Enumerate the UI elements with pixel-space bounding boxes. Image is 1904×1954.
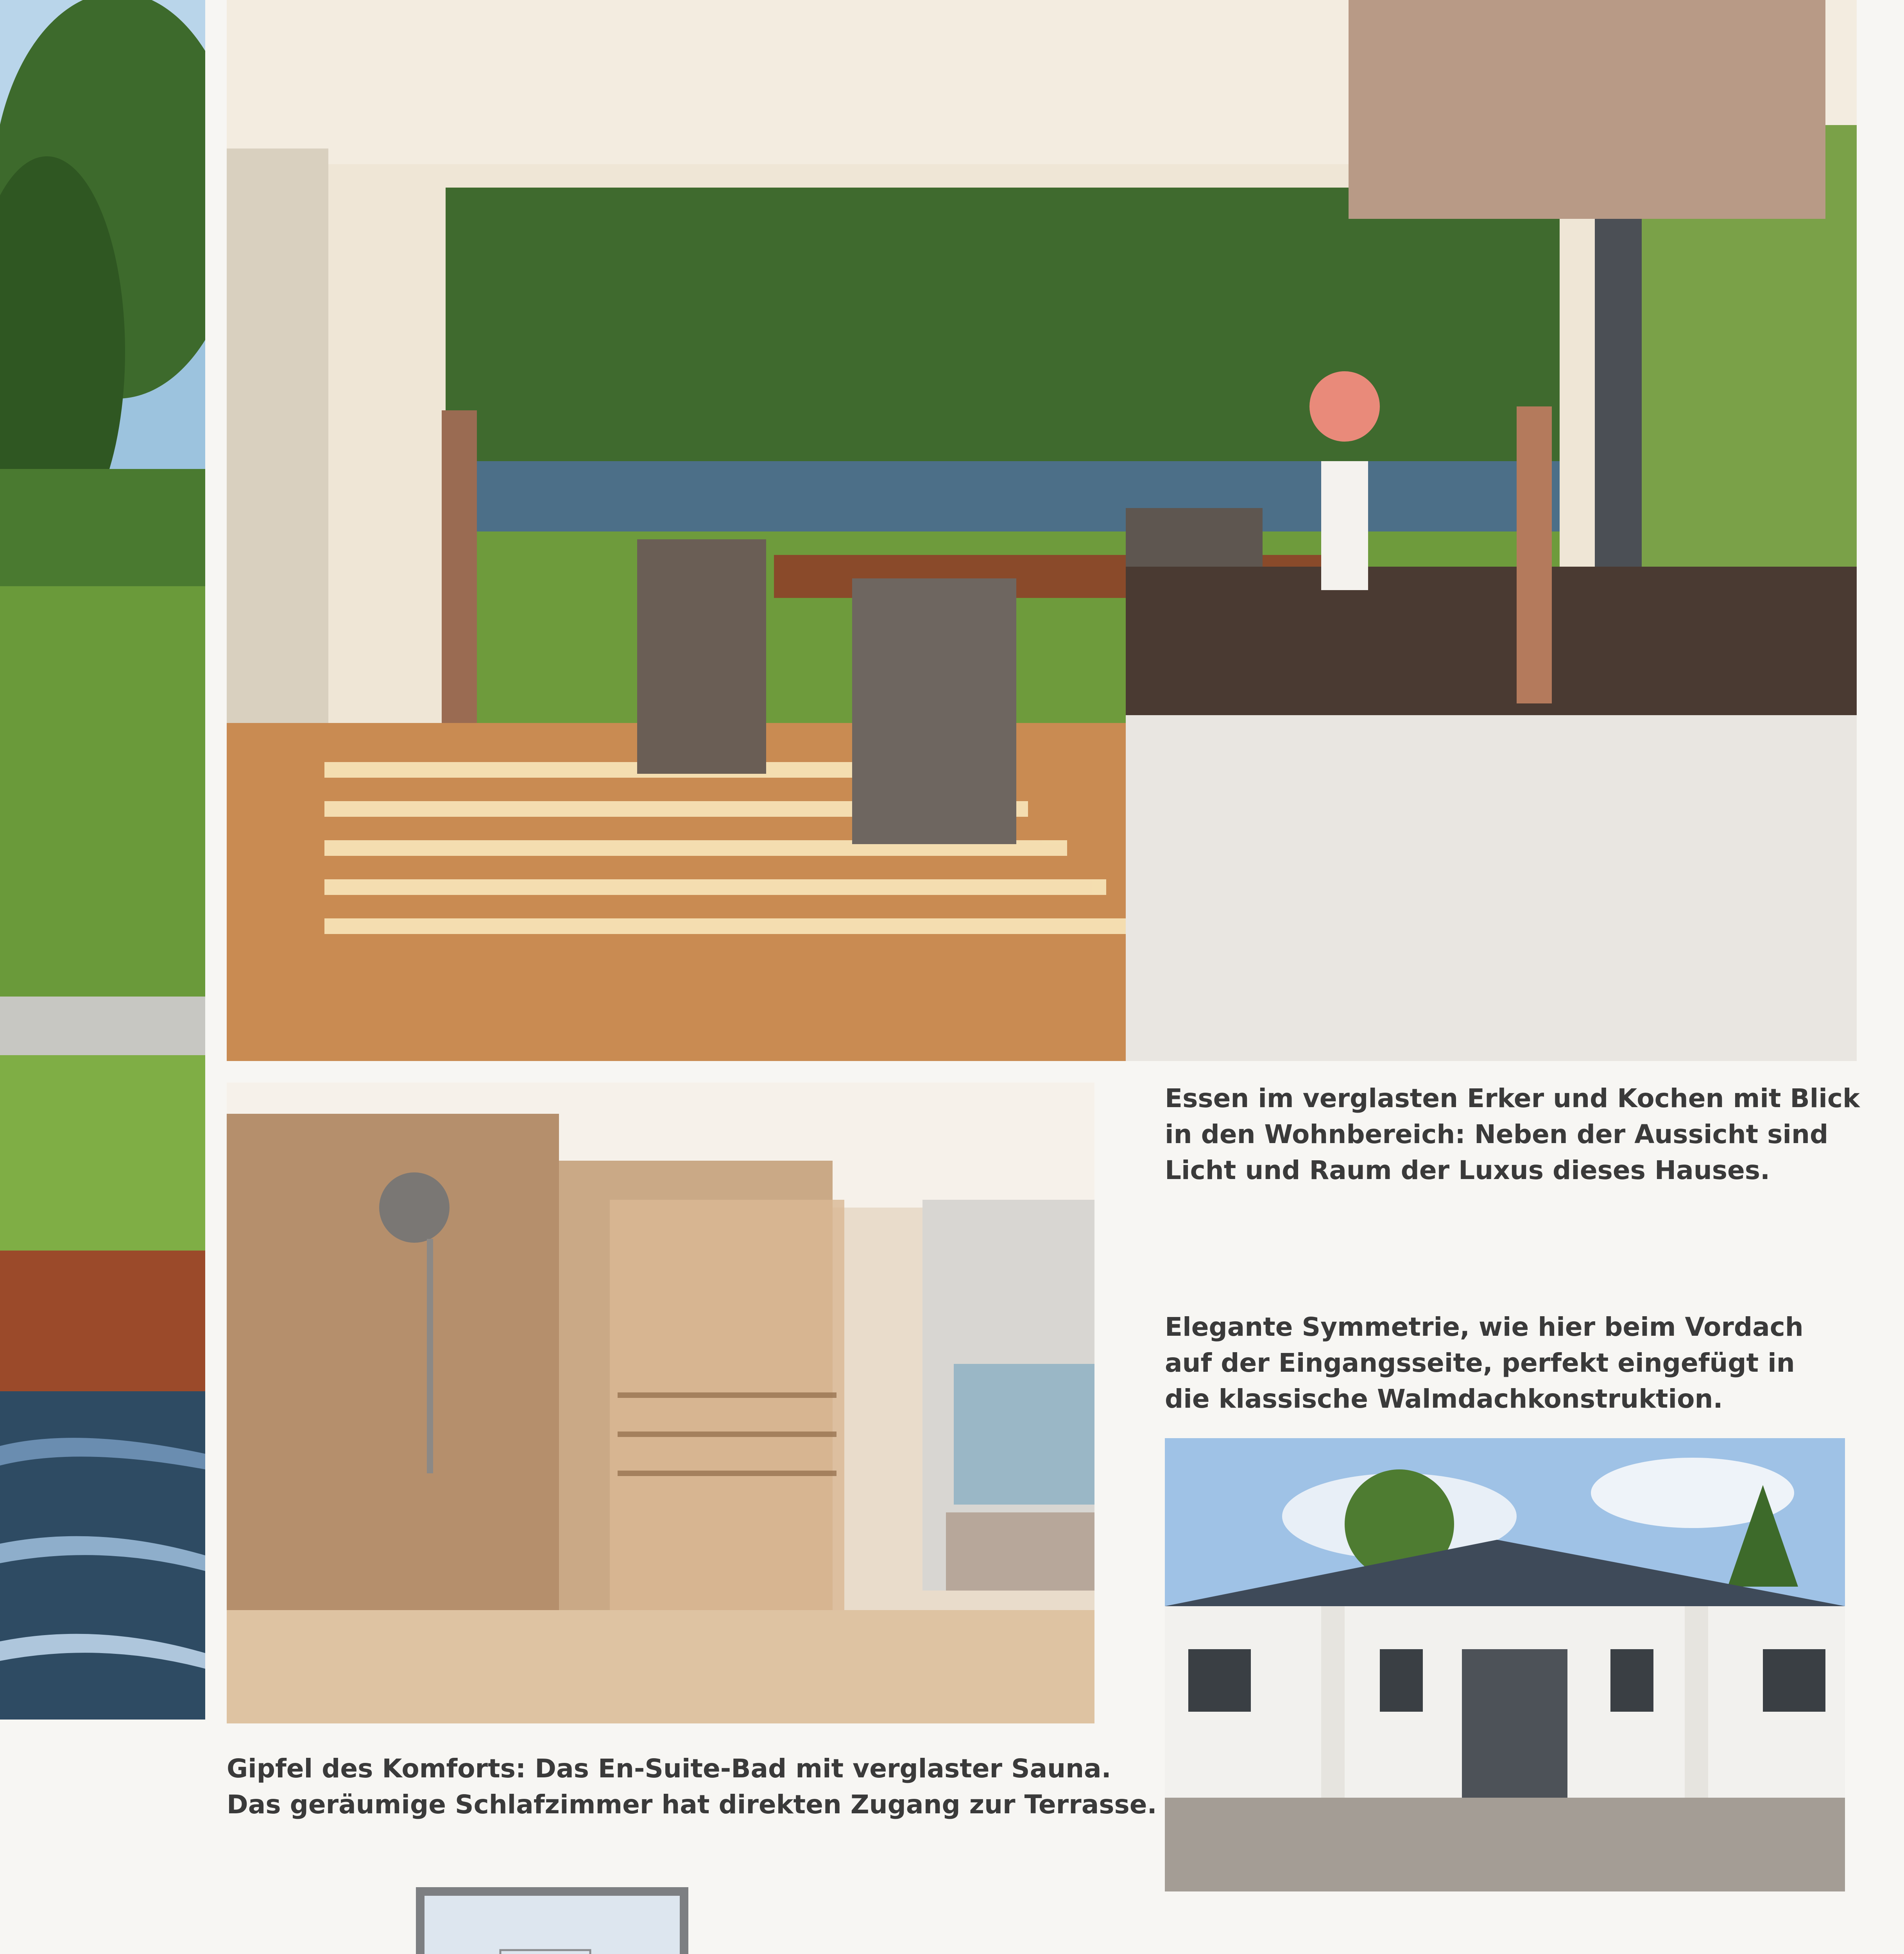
caption-line: Licht und Raum der Luxus dieses Hauses. [1165,1155,1770,1185]
entrance-house-photo [1165,1438,1845,1891]
bathroom-caption [227,1751,1157,1823]
bathroom-sauna-photo [227,1083,1094,1723]
caption-line: auf der Eingangsseite, perfekt eingefügt in [1165,1348,1795,1378]
kitchen-caption [1165,1081,1860,1188]
floor-plan [211,1876,915,1954]
garden-strip-photo [0,0,205,1720]
caption-line: in den Wohnbereich: Neben der Aussicht sind [1165,1119,1829,1149]
kitchen-dining-photo [227,0,1857,1061]
caption-line: Elegante Symmetrie, wie hier beim Vordach [1165,1312,1804,1342]
caption-line: die klassische Walmdachkonstruktion. [1165,1384,1723,1414]
caption-line: Essen im verglasten Erker und Kochen mit Blick [1165,1083,1860,1113]
floor-plan-drawing [211,1876,915,1954]
entrance-caption [1165,1309,1804,1417]
caption-line: Gipfel des Komforts: Das En-Suite-Bad mit verglaster Sauna. [227,1754,1111,1784]
caption-line: Das geräumige Schlafzimmer hat direkten Zugang zur Terrasse. [227,1789,1157,1820]
